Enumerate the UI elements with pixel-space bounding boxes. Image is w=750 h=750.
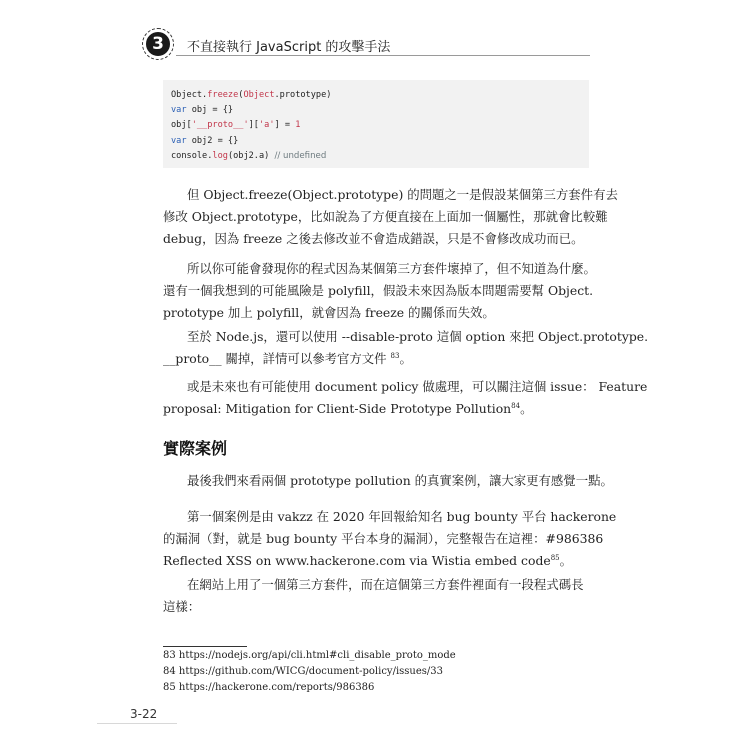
paragraph-freeze-problem bbox=[163, 184, 618, 250]
text-line: prototype 加上 polyfill，就會因為 freeze 的關係而失效。 bbox=[163, 305, 495, 320]
code-block bbox=[163, 80, 589, 168]
text-line: 這樣： bbox=[163, 599, 201, 614]
page-footer-rule bbox=[97, 723, 177, 724]
footnotes bbox=[163, 648, 456, 696]
code-line: console.log(obj2.a) // undefined bbox=[171, 150, 327, 161]
text-line: 還有一個我想到的可能風險是 polyfill，假設未來因為版本問題需要幫 Object. bbox=[163, 283, 594, 298]
footnote-84: 84 https://github.com/WICG/document-policy/issues/33 bbox=[163, 666, 443, 677]
text-line: 最後我們來看兩個 prototype pollution 的真實案例，讓大家更有感覺一點。 bbox=[187, 473, 613, 488]
paragraph-polyfill-risk bbox=[163, 258, 596, 324]
text-line: 在網站上用了一個第三方套件，而在這個第三方套件裡面有一段程式碼長 bbox=[187, 577, 584, 592]
text-line: Reflected XSS on www.hackerone.com via Wistia embed code$^{85}$。 bbox=[163, 553, 573, 568]
code-line: Object.freeze(Object.prototype) bbox=[171, 90, 332, 100]
text-line: 修改 Object.prototype，比如說為了方便直接在上面加一個屬性，那就會比較難 bbox=[163, 209, 608, 224]
text-line: 但 Object.freeze(Object.prototype) 的問題之一是假設某個第三方套件有去 bbox=[187, 187, 618, 202]
page-number: 3-22 bbox=[130, 707, 158, 721]
paragraph-real-cases-intro bbox=[163, 470, 613, 492]
text-line: 至於 Node.js，還可以使用 --disable-proto 這個 option 來把 Object.prototype. bbox=[187, 329, 649, 344]
footnote-ref: 83 bbox=[390, 352, 400, 360]
footnote-divider bbox=[163, 646, 247, 647]
text-line: 的漏洞（對，就是 bug bounty 平台本身的漏洞），完整報告在這裡：#986386 bbox=[163, 531, 604, 546]
chapter-header bbox=[140, 28, 590, 64]
text-line: __proto__ 關掉，詳情可以參考官方文件 $^{83}$。 bbox=[163, 351, 412, 366]
text-line: 第一個案例是由 vakzz 在 2020 年回報給知名 bug bounty 平台 hackerone bbox=[187, 509, 617, 524]
code-line: var obj = {} bbox=[171, 105, 234, 116]
chapter-number: 3 bbox=[152, 34, 164, 54]
paragraph-third-party-lib bbox=[163, 574, 589, 618]
text-line: 所以你可能會發現你的程式因為某個第三方套件壞掉了，但不知道為什麼。 bbox=[187, 261, 596, 276]
chapter-title: 不直接執行 JavaScript 的攻擊手法 bbox=[187, 40, 391, 55]
text-line: debug，因為 freeze 之後去修改並不會造成錯誤，只是不會修改成功而已。 bbox=[163, 231, 584, 246]
header-divider bbox=[176, 55, 590, 56]
text-line: 或是未來也有可能使用 document policy 做處理，可以關注這個 issue： Feature bbox=[187, 379, 648, 394]
section-heading: 實際案例 bbox=[163, 439, 228, 458]
code-line: obj['__proto__']['a'] = 1 bbox=[171, 120, 301, 131]
text-line: proposal: Mitigation for Client-Side Prototype Pollution$^{84}$。 bbox=[163, 401, 533, 416]
chapter-number-badge bbox=[142, 28, 174, 60]
paragraph-document-policy bbox=[163, 376, 648, 420]
footnote-85: 85 https://hackerone.com/reports/986386 bbox=[163, 682, 375, 693]
paragraph-node-disable-proto bbox=[163, 326, 649, 370]
footnote-83: 83 https://nodejs.org/api/cli.html#cli_disable_proto_mode bbox=[163, 650, 456, 661]
paragraph-hackerone-case bbox=[163, 506, 617, 572]
code-line: var obj2 = {} bbox=[171, 135, 239, 146]
footnote-ref: 84 bbox=[511, 402, 521, 410]
footnote-ref: 85 bbox=[550, 554, 560, 562]
